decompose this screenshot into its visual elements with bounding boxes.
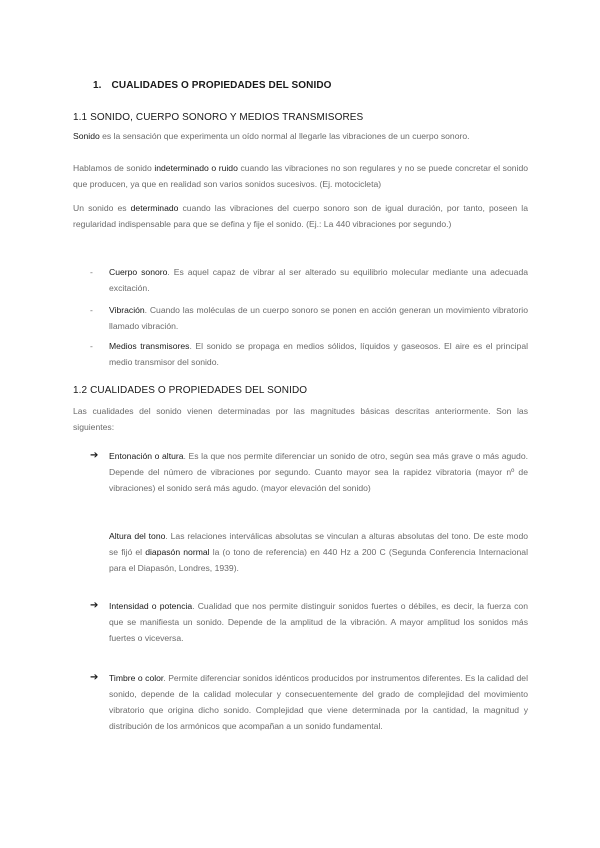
paragraph-altura-del-tono [109,528,528,576]
dash-bullet: - [90,267,93,277]
list-item-cuerpo-sonoro [90,264,528,296]
paragraph-determinado [73,200,528,232]
text-entonacion: . Es la que nos permite diferenciar un sonido de otro, según sea más grave o más agudo. Depende del número de vibraciones por segundo. Cuanto mayor sea la rapidez vibratoria (mayor nº de vibraciones) el sonido será más agudo. (mayor elevación del sonido) [109,451,528,493]
arrow-bullet-icon: ➔ [90,600,99,611]
paragraph-intro-cualidades: Las cualidades del sonido vienen determinadas por las magnitudes básicas descritas anteriormente. Son las siguientes: [73,406,528,432]
term-diapason-normal: diapasón normal [145,547,210,557]
text-cuerpo-sonoro: . Es aquel capaz de vibrar al ser alterado su equilibrio molecular mediante una adecuada excitación. [109,267,528,293]
list-item-intensidad [90,598,528,646]
arrow-bullet-icon: ➔ [90,672,99,683]
list-item-timbre [90,670,528,734]
text-determinado: cuando las vibraciones del cuerpo sonoro son de igual duración, por tanto, poseen la regularidad indispensable para que se defina y fije el sonido. (Ej.: La 440 vibraciones por segundo.) [73,203,528,229]
pre-determinado: Un sonido es [73,203,131,213]
term-timbre: Timbre o color [109,673,164,683]
heading-number: 1. [93,80,102,91]
section-2-title: 1.2 CUALIDADES O PROPIEDADES DEL SONIDO [73,385,308,396]
term-determinado: determinado [130,203,179,213]
text-vibracion: . Cuando las moléculas de un cuerpo sonoro se ponen en acción generan un movimiento vibratorio llamado vibración. [109,305,528,331]
term-indeterminado: indeterminado o ruido [154,163,238,173]
dash-bullet: - [90,305,93,315]
term-vibracion: Vibración [109,305,145,315]
section-1-title: 1.1 SONIDO, CUERPO SONORO Y MEDIOS TRANSMISORES [73,112,364,123]
text-intensidad: . Cualidad que nos permite distinguir sonidos fuertes o débiles, es decir, la fuerza con que se manifiesta un sonido. Depende de la amplitud de la vibración. A mayor amplitud los sonidos más fuertes o viceversa. [109,601,528,643]
text-altura-del-tono-1: . Las relaciones interválicas absolutas se vinculan a alturas absolutas del tono. De este modo se fijó el [109,531,529,557]
text-altura-del-tono-2: la (o tono de referencia) en 440 Hz a 200 C (Segunda Conferencia Internacional para el Diapasón, Londres, 1939). [109,547,528,573]
text-medios-transmisores: . El sonido se propaga en medios sólidos, líquidos y gaseosos. El aire es el principal medio transmisor del sonido. [109,341,529,367]
text-sonido: es la sensación que experimenta un oído normal al llegarle las vibraciones de un cuerpo sonoro. [99,131,470,141]
term-medios-transmisores: Medios transmisores [109,341,190,351]
arrow-bullet-icon: ➔ [90,450,99,461]
list-item-vibracion [90,302,528,334]
paragraph-indeterminado [73,160,528,192]
term-sonido: Sonido [73,131,100,141]
term-entonacion: Entonación o altura [109,451,184,461]
main-heading [93,80,332,91]
list-item-entonacion [90,448,528,496]
pre-indeterminado: Hablamos de sonido [73,163,155,173]
list-item-medios-transmisores [90,338,529,370]
dash-bullet: - [90,341,93,351]
heading-text: CUALIDADES O PROPIEDADES DEL SONIDO [111,80,332,91]
term-intensidad: Intensidad o potencia [109,601,193,611]
paragraph-sonido [73,128,528,144]
term-altura-del-tono: Altura del tono [109,531,166,541]
text-timbre: . Permite diferenciar sonidos idénticos producidos por instrumentos diferentes. Es la calidad del sonido, depende de la calidad molecular y consecuentemente del grado de complejidad del movimiento vibratorio que origina dicho sonido. Complejidad que viene determinada por la cantidad, la magnitud y distribución de los armónicos que acompañan a un sonido fundamental. [109,673,528,731]
term-cuerpo-sonoro: Cuerpo sonoro [109,267,168,277]
text-indeterminado: cuando las vibraciones no son regulares y no se puede concretar el sonido que producen, ya que en realidad son varios sonidos sucesivos. (Ej. motocicleta) [73,163,529,189]
